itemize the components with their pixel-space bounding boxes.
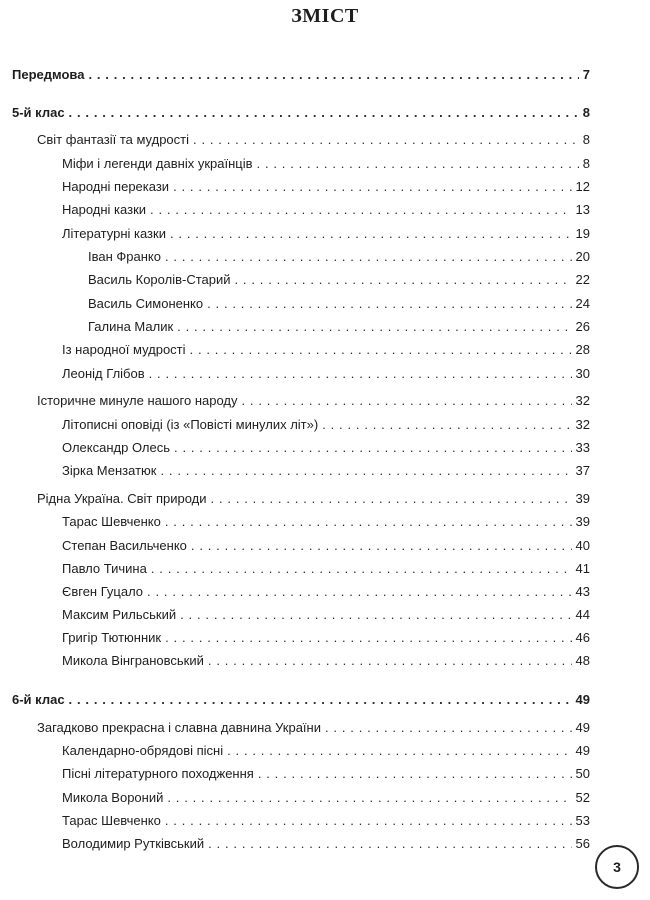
toc-entry[interactable] — [62, 538, 590, 554]
dot-leader — [242, 393, 572, 409]
dot-leader — [173, 179, 571, 195]
dot-leader — [177, 319, 571, 335]
page-number-badge: 3 — [595, 845, 639, 889]
toc-entry[interactable] — [88, 296, 590, 312]
toc-entry-label: Світ фантазії та мудрості — [37, 132, 190, 147]
toc-entry[interactable] — [62, 514, 590, 530]
toc-entry-label: Євген Гуцало — [62, 584, 144, 599]
toc-entry[interactable] — [62, 653, 590, 669]
dot-leader — [191, 538, 572, 554]
toc-entry-label: Зірка Мензатюк — [62, 463, 157, 478]
toc-entry-page: 20 — [575, 249, 590, 264]
toc-entry-page: 12 — [575, 179, 590, 194]
toc-entry-page: 52 — [575, 790, 590, 805]
toc-entry-page: 8 — [582, 156, 590, 171]
toc-entry[interactable] — [62, 202, 590, 218]
toc-entry[interactable] — [62, 743, 590, 759]
toc-entry[interactable] — [62, 366, 590, 382]
dot-leader — [190, 342, 572, 358]
toc-entry-label: Загадково прекрасна і славна давнина України — [37, 720, 321, 735]
toc-entry[interactable] — [37, 393, 590, 409]
toc-entry-label: Літописні оповіді (із «Повісті минулих літ») — [62, 417, 319, 432]
toc-entry-label: Рідна Україна. Світ природи — [37, 491, 207, 506]
toc-entry-page: 53 — [575, 813, 590, 828]
dot-leader — [227, 743, 571, 759]
toc-entry-page: 44 — [575, 607, 590, 622]
toc-entry[interactable] — [62, 179, 590, 195]
toc-entry[interactable] — [12, 105, 590, 121]
dot-leader — [322, 417, 571, 433]
toc-entry-label: Із народної мудрості — [62, 342, 186, 357]
toc-entry-page: 39 — [575, 514, 590, 529]
toc-entry[interactable] — [37, 720, 590, 736]
toc-entry-page: 41 — [575, 561, 590, 576]
dot-leader — [167, 790, 571, 806]
page-title: ЗМІСТ — [291, 5, 359, 27]
toc-entry[interactable] — [62, 561, 590, 577]
toc-entry[interactable] — [62, 813, 590, 829]
toc-entry[interactable] — [88, 249, 590, 265]
toc-entry-label: Літературні казки — [62, 226, 166, 241]
toc-entry-page: 32 — [575, 417, 590, 432]
dot-leader — [207, 296, 571, 312]
toc-entry[interactable] — [12, 67, 590, 83]
toc-entry-page: 46 — [575, 630, 590, 645]
toc-entry-label: Тарас Шевченко — [62, 813, 161, 828]
dot-leader — [150, 202, 572, 218]
dot-leader — [193, 132, 579, 148]
dot-leader — [69, 105, 579, 121]
toc-entry-label: Народні казки — [62, 202, 147, 217]
toc-entry-label: Микола Вороний — [62, 790, 164, 805]
toc-entry[interactable] — [37, 491, 590, 507]
toc-entry[interactable] — [62, 607, 590, 623]
toc-entry-page: 39 — [575, 491, 590, 506]
dot-leader — [147, 584, 571, 600]
toc-entry[interactable] — [12, 692, 590, 708]
toc-entry-label: Іван Франко — [88, 249, 161, 264]
dot-leader — [88, 67, 578, 83]
toc-entry-page: 7 — [582, 67, 590, 82]
toc-entry-label: Леонід Глібов — [62, 366, 145, 381]
toc-entry-page: 49 — [575, 692, 590, 707]
toc-entry-label: Пісні літературного походження — [62, 766, 254, 781]
dot-leader — [165, 514, 572, 530]
toc-entry-page: 43 — [575, 584, 590, 599]
toc-entry[interactable] — [62, 417, 590, 433]
toc-entry[interactable] — [88, 319, 590, 335]
toc-entry[interactable] — [62, 226, 590, 242]
toc-entry-label: Міфи і легенди давніх українців — [62, 156, 253, 171]
dot-leader — [165, 813, 572, 829]
dot-leader — [211, 491, 572, 507]
dot-leader — [165, 249, 572, 265]
toc-entry[interactable] — [37, 132, 590, 148]
toc-entry-page: 40 — [575, 538, 590, 553]
toc-entry-label: Микола Вінграновський — [62, 653, 204, 668]
toc-entry-page: 8 — [582, 132, 590, 147]
dot-leader — [235, 272, 572, 288]
toc-entry[interactable] — [62, 630, 590, 646]
toc-entry[interactable] — [88, 272, 590, 288]
toc-entry-page: 33 — [575, 440, 590, 455]
dot-leader — [151, 561, 572, 577]
toc-entry-page: 37 — [575, 463, 590, 478]
toc-entry[interactable] — [62, 766, 590, 782]
toc-entry[interactable] — [62, 342, 590, 358]
dot-leader — [257, 156, 579, 172]
dot-leader — [208, 653, 572, 669]
toc-entry-page: 13 — [575, 202, 590, 217]
dot-leader — [258, 766, 572, 782]
toc-entry-page: 8 — [582, 105, 590, 120]
toc-entry-label: Галина Малик — [88, 319, 174, 334]
toc-entry-label: 6-й клас — [12, 692, 65, 707]
toc-entry-page: 50 — [575, 766, 590, 781]
dot-leader — [165, 630, 571, 646]
toc-entry-page: 32 — [575, 393, 590, 408]
toc-entry-label: Павло Тичина — [62, 561, 147, 576]
toc-entry-label: Олександр Олесь — [62, 440, 171, 455]
dot-leader — [325, 720, 572, 736]
toc-entry-page: 49 — [575, 720, 590, 735]
toc-entry-page: 26 — [575, 319, 590, 334]
toc-entry-label: Тарас Шевченко — [62, 514, 161, 529]
toc-entry-page: 22 — [575, 272, 590, 287]
toc-entry-page: 24 — [575, 296, 590, 311]
toc-entry-label: Григір Тютюнник — [62, 630, 162, 645]
dot-leader — [174, 440, 572, 456]
toc-entry[interactable] — [62, 440, 590, 456]
toc-entry[interactable] — [62, 790, 590, 806]
toc-entry-page: 56 — [575, 836, 590, 851]
toc-entry[interactable] — [62, 463, 590, 479]
toc-entry-label: Передмова — [12, 67, 85, 82]
dot-leader — [160, 463, 571, 479]
toc-entry-label: Народні перекази — [62, 179, 170, 194]
dot-leader — [180, 607, 571, 623]
toc-entry-label: Василь Королів-Старий — [88, 272, 231, 287]
toc-entry-page: 28 — [575, 342, 590, 357]
dot-leader — [149, 366, 572, 382]
toc-entry-label: 5-й клас — [12, 105, 65, 120]
toc-entry-page: 19 — [575, 226, 590, 241]
toc-entry[interactable] — [62, 836, 590, 852]
toc-entry-label: Історичне минуле нашого народу — [37, 393, 238, 408]
toc-entry-label: Максим Рильський — [62, 607, 177, 622]
dot-leader — [170, 226, 572, 242]
toc-entry-page: 30 — [575, 366, 590, 381]
toc-entry-page: 49 — [575, 743, 590, 758]
dot-leader — [69, 692, 572, 708]
toc-entry[interactable] — [62, 156, 590, 172]
toc-entry-label: Володимир Рутківський — [62, 836, 205, 851]
toc-entry-label: Василь Симоненко — [88, 296, 204, 311]
toc-entry-page: 48 — [575, 653, 590, 668]
toc-entry[interactable] — [62, 584, 590, 600]
toc-entry-label: Календарно-обрядові пісні — [62, 743, 224, 758]
dot-leader — [208, 836, 571, 852]
toc-entry-label: Степан Васильченко — [62, 538, 187, 553]
